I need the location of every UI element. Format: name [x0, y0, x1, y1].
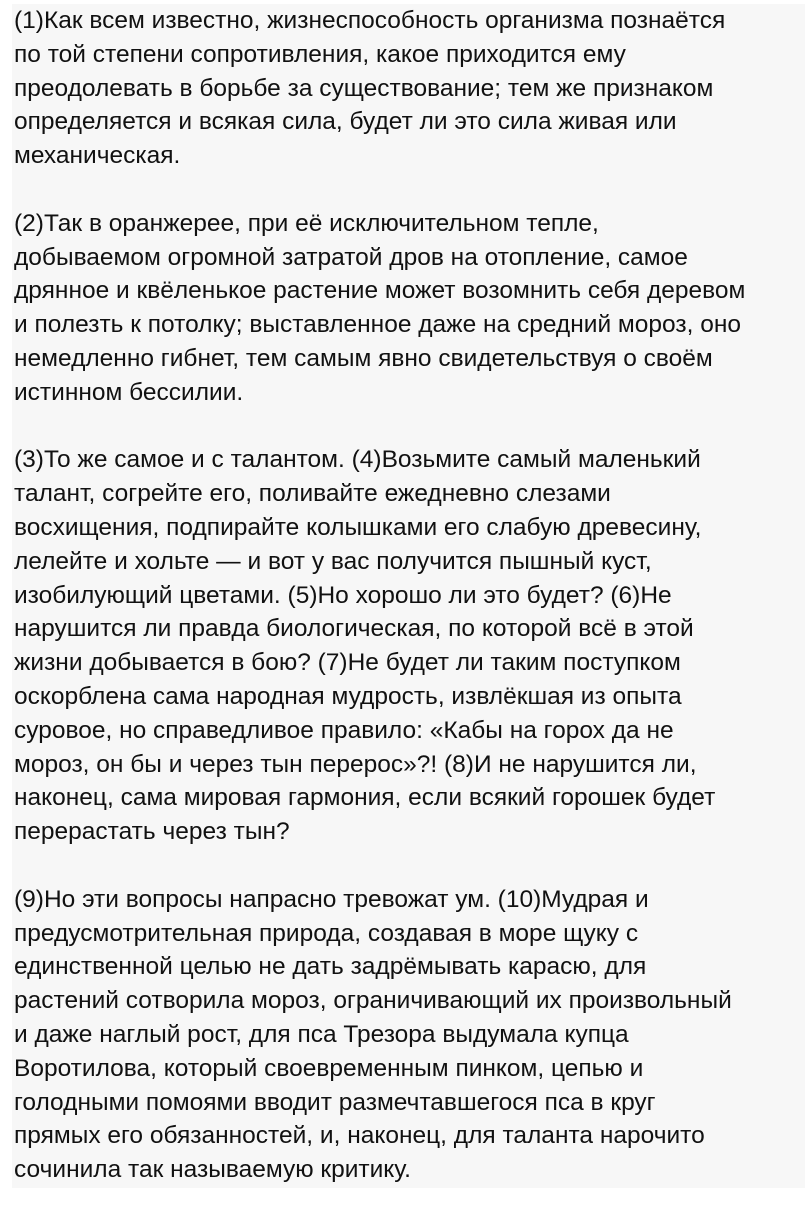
text-line: перерастать через тын?	[14, 818, 290, 846]
text-line: (2)Так в оранжерее, при её исключительном тепле,	[14, 209, 599, 237]
text-line: Воротилова, который своевременным пинком, цепью и	[14, 1054, 644, 1082]
text-line: немедленно гибнет, тем самым явно свидетельствуя о своём	[14, 344, 713, 372]
text-line: сочинила так называемую критику.	[14, 1156, 411, 1184]
paragraph	[14, 4, 745, 173]
text-line: (1)Как всем известно, жизнеспособность организма познаётся	[14, 7, 726, 34]
text-line: преодолевать в борьбе за существование; тем же признаком	[14, 74, 714, 102]
text-line: по той степени сопротивления, какое приходится ему	[14, 40, 626, 68]
text-line: наконец, сама мировая гармония, если всякий горошек будет	[14, 784, 716, 812]
text-line: предусмотрительная природа, создавая в море щуку с	[14, 919, 639, 947]
text-line: мороз, он бы и через тын перерос»?! (8)И не нарушится ли,	[14, 750, 697, 778]
text-line: определяется и всякая сила, будет ли это сила живая или	[14, 108, 677, 136]
text-line: суровое, но справедливое правило: «Кабы на горох да не	[14, 716, 674, 744]
text-line: изобилующий цветами. (5)Но хорошо ли это будет? (6)Не	[14, 581, 672, 609]
text-line: (3)То же самое и с талантом. (4)Возьмите самый маленький	[14, 446, 701, 474]
text-line: дрянное и квёленькое растение может возомнить себя деревом	[14, 277, 746, 305]
text-line: и полезть к потолку; выставленное даже на средний мороз, оно	[14, 311, 742, 339]
text-line: лелейте и хольте — и вот у вас получится пышный куст,	[14, 547, 652, 575]
paragraph	[14, 207, 745, 410]
text-line: механическая.	[14, 142, 181, 170]
text-line: прямых его обязанностей, и, наконец, для таланта нарочито	[14, 1122, 705, 1150]
paragraph	[14, 883, 745, 1187]
text-line: восхищения, подпирайте колышками его слабую древесину,	[14, 513, 702, 541]
text-line: жизни добывается в бою? (7)Не будет ли таким поступком	[14, 649, 681, 677]
text-line: оскорблена сама народная мудрость, извлёкшая из опыта	[14, 682, 682, 710]
text-line: добываемом огромной затратой дров на отопление, самое	[14, 243, 688, 271]
document-text	[14, 4, 745, 1221]
text-line: голодными помоями вводит размечтавшегося пса в круг	[14, 1088, 656, 1116]
text-line: талант, согрейте его, поливайте ежедневно слезами	[14, 480, 611, 508]
text-line: (9)Но эти вопросы напрасно тревожат ум. (10)Мудрая и	[14, 885, 649, 913]
text-line: истинном бессилии.	[14, 378, 244, 406]
text-line: нарушится ли правда биологическая, по которой всё в этой	[14, 615, 694, 643]
text-line: и даже наглый рост, для пса Трезора выдумала купца	[14, 1020, 629, 1048]
text-line: единственной целью не дать задрёмывать карасю, для	[14, 953, 647, 981]
paragraph	[14, 443, 745, 849]
text-line: растений сотворила мороз, ограничивающий их произвольный	[14, 987, 732, 1015]
